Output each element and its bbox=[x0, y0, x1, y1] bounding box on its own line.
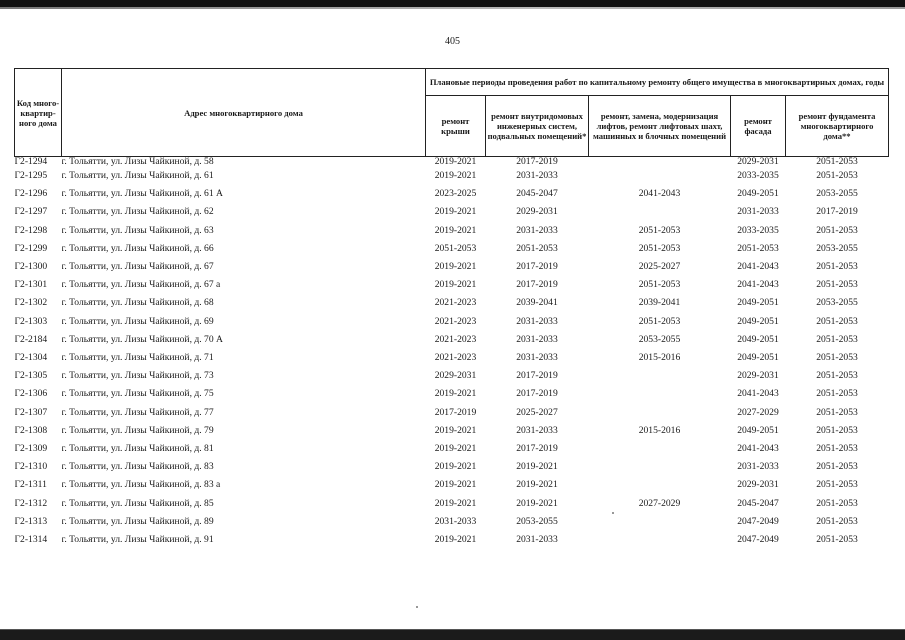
table-row bbox=[15, 294, 889, 312]
cell-address: г. Тольятти, ул. Лизы Чайкиной, д. 67 а bbox=[61, 279, 221, 291]
cell-elevator: 2015-2016 bbox=[638, 424, 681, 436]
cell-foundation: 2051-2053 bbox=[816, 497, 858, 509]
cell-facade: 2049-2051 bbox=[737, 352, 779, 364]
cell-code: Г2-1306 bbox=[14, 388, 48, 400]
cell-foundation: 2051-2053 bbox=[816, 333, 858, 345]
table-row bbox=[15, 531, 889, 549]
cell-facade: 2049-2051 bbox=[737, 424, 779, 436]
cell-systems: 2029-2031 bbox=[516, 206, 558, 218]
cell-elevator: 2051-2053 bbox=[638, 315, 681, 327]
cell-foundation: 2053-2055 bbox=[816, 297, 858, 309]
cell-systems: 2017-2019 bbox=[516, 443, 558, 455]
cell-facade: 2029-2031 bbox=[737, 156, 779, 167]
cell-code: Г2-1311 bbox=[14, 479, 47, 491]
cell-code: Г2-1308 bbox=[14, 424, 48, 436]
cell-facade: 2051-2053 bbox=[737, 242, 779, 254]
cell-code: Г2-1298 bbox=[14, 224, 48, 236]
scan-top-border bbox=[0, 0, 905, 7]
table-row bbox=[15, 404, 889, 422]
cell-address: г. Тольятти, ул. Лизы Чайкиной, д. 66 bbox=[61, 242, 214, 254]
cell-address: г. Тольятти, ул. Лизы Чайкиной, д. 73 bbox=[61, 370, 214, 382]
cell-facade: 2041-2043 bbox=[737, 388, 779, 400]
cell-foundation: 2051-2053 bbox=[816, 479, 858, 491]
cell-elevator: 2051-2053 bbox=[638, 279, 681, 291]
header-elevator: ремонт, замена, модернизация лифтов, ремонт лифтовых шахт, машинных и блочных помещений bbox=[589, 96, 731, 157]
table-row bbox=[15, 349, 889, 367]
table-body bbox=[15, 157, 889, 550]
cell-facade: 2041-2043 bbox=[737, 279, 779, 291]
header-facade: ремонт фасада bbox=[731, 96, 786, 157]
cell-systems: 2031-2033 bbox=[516, 333, 558, 345]
cell-systems: 2045-2047 bbox=[516, 188, 558, 200]
cell-address: г. Тольятти, ул. Лизы Чайкиной, д. 61 bbox=[61, 170, 214, 181]
cell-foundation: 2051-2053 bbox=[816, 406, 858, 418]
cell-roof: 2019-2021 bbox=[434, 261, 477, 273]
cell-facade: 2027-2029 bbox=[737, 406, 779, 418]
cell-roof: 2021-2023 bbox=[434, 333, 477, 345]
cell-code: Г2-1314 bbox=[14, 534, 48, 546]
cell-facade: 2031-2033 bbox=[737, 206, 779, 218]
cell-systems: 2031-2033 bbox=[516, 315, 558, 327]
cell-foundation: 2051-2053 bbox=[816, 170, 858, 181]
cell-elevator: 2015-2016 bbox=[638, 352, 681, 364]
cell-code: Г2-1299 bbox=[14, 242, 48, 254]
cell-systems: 2017-2019 bbox=[516, 370, 558, 382]
cell-address: г. Тольятти, ул. Лизы Чайкиной, д. 71 bbox=[61, 352, 214, 364]
cell-roof: 2019-2021 bbox=[434, 156, 477, 167]
cell-facade: 2045-2047 bbox=[737, 497, 779, 509]
cell-facade: 2041-2043 bbox=[737, 443, 779, 455]
cell-roof: 2019-2021 bbox=[434, 388, 477, 400]
cell-foundation: 2051-2053 bbox=[816, 443, 858, 455]
cell-elevator: 2051-2053 bbox=[638, 242, 681, 254]
cell-code: Г2-1302 bbox=[14, 297, 48, 309]
cell-facade: 2029-2031 bbox=[737, 479, 779, 491]
cell-systems: 2031-2033 bbox=[516, 224, 558, 236]
cell-foundation: 2051-2053 bbox=[816, 388, 858, 400]
cell-roof: 2019-2021 bbox=[434, 461, 477, 473]
cell-address: г. Тольятти, ул. Лизы Чайкиной, д. 62 bbox=[61, 206, 214, 218]
cell-elevator: 2027-2029 bbox=[638, 497, 681, 509]
cell-elevator bbox=[589, 157, 731, 168]
cell-address: г. Тольятти, ул. Лизы Чайкиной, д. 83 bbox=[61, 461, 214, 473]
cell-code: Г2-1295 bbox=[14, 170, 48, 181]
cell-foundation: 2053-2055 bbox=[816, 242, 858, 254]
cell-address: г. Тольятти, ул. Лизы Чайкиной, д. 83 а bbox=[61, 479, 221, 491]
cell-foundation: 2051-2053 bbox=[816, 534, 858, 546]
cell-facade: 2049-2051 bbox=[737, 315, 779, 327]
cell-code: Г2-1307 bbox=[14, 406, 48, 418]
cell-roof: 2021-2023 bbox=[434, 352, 477, 364]
header-foundation: ремонт фундамента многоквартирного дома** bbox=[786, 96, 889, 157]
cell-roof: 2019-2021 bbox=[434, 206, 477, 218]
table-row bbox=[15, 222, 889, 240]
cell-roof: 2031-2033 bbox=[434, 515, 477, 527]
cell-code: Г2-1305 bbox=[14, 370, 48, 382]
scan-bottom-border bbox=[0, 630, 905, 640]
table-row bbox=[15, 422, 889, 440]
table-row bbox=[15, 513, 889, 531]
cell-roof: 2019-2021 bbox=[434, 224, 477, 236]
cell-address: г. Тольятти, ул. Лизы Чайкиной, д. 67 bbox=[61, 261, 214, 273]
cell-address: г. Тольятти, ул. Лизы Чайкиной, д. 63 bbox=[61, 224, 214, 236]
cell-address: г. Тольятти, ул. Лизы Чайкиной, д. 68 bbox=[61, 297, 214, 309]
cell-elevator: 2051-2053 bbox=[638, 224, 681, 236]
cell-code: Г2-1309 bbox=[14, 443, 48, 455]
cell-roof: 2019-2021 bbox=[434, 424, 477, 436]
scan-speck bbox=[416, 606, 418, 608]
cell-foundation: 2051-2053 bbox=[816, 224, 858, 236]
cell-elevator bbox=[589, 203, 731, 221]
header-address: Адрес многоквартирного дома bbox=[62, 69, 426, 157]
cell-elevator bbox=[589, 404, 731, 422]
cell-facade: 2033-2035 bbox=[737, 170, 779, 181]
cell-facade: 2041-2043 bbox=[737, 261, 779, 273]
cell-code: Г2-1303 bbox=[14, 315, 48, 327]
cell-roof: 2019-2021 bbox=[434, 479, 477, 491]
cell-roof: 2019-2021 bbox=[434, 170, 477, 181]
cell-roof: 2021-2023 bbox=[434, 297, 477, 309]
cell-address: г. Тольятти, ул. Лизы Чайкиной, д. 91 bbox=[61, 534, 214, 546]
cell-elevator bbox=[589, 531, 731, 549]
cell-systems: 2039-2041 bbox=[516, 297, 558, 309]
cell-elevator: 2025-2027 bbox=[638, 261, 681, 273]
cell-foundation: 2051-2053 bbox=[816, 461, 858, 473]
table-row bbox=[15, 440, 889, 458]
cell-code: Г2-1301 bbox=[14, 279, 48, 291]
table-row bbox=[15, 458, 889, 476]
table-row bbox=[15, 258, 889, 276]
cell-roof: 2019-2021 bbox=[434, 279, 477, 291]
cell-address: г. Тольятти, ул. Лизы Чайкиной, д. 79 bbox=[61, 424, 214, 436]
cell-systems: 2017-2019 bbox=[516, 279, 558, 291]
scan-speck bbox=[612, 512, 614, 514]
table-row bbox=[15, 185, 889, 203]
cell-facade: 2049-2051 bbox=[737, 297, 779, 309]
header-periods-group: Плановые периоды проведения работ по капитальному ремонту общего имущества в многоквартирных домах, годы bbox=[426, 69, 889, 96]
table-row bbox=[15, 240, 889, 258]
cell-systems: 2017-2019 bbox=[516, 388, 558, 400]
cell-systems: 2031-2033 bbox=[516, 352, 558, 364]
cell-code: Г2-1297 bbox=[14, 206, 48, 218]
cell-foundation: 2051-2053 bbox=[816, 156, 858, 167]
page-number: 405 bbox=[445, 36, 460, 47]
table-row bbox=[15, 331, 889, 349]
cell-code: Г2-1313 bbox=[14, 515, 48, 527]
table-row bbox=[15, 385, 889, 403]
cell-address: г. Тольятти, ул. Лизы Чайкиной, д. 58 bbox=[61, 156, 214, 167]
cell-elevator bbox=[589, 513, 731, 531]
table-row bbox=[15, 276, 889, 294]
cell-code: Г2-1296 bbox=[14, 188, 48, 200]
cell-foundation: 2051-2053 bbox=[816, 279, 858, 291]
cell-elevator bbox=[589, 385, 731, 403]
table-row bbox=[15, 495, 889, 513]
cell-address: г. Тольятти, ул. Лизы Чайкиной, д. 81 bbox=[61, 443, 214, 455]
cell-systems: 2031-2033 bbox=[516, 424, 558, 436]
cell-foundation: 2051-2053 bbox=[816, 515, 858, 527]
cell-facade: 2047-2049 bbox=[737, 534, 779, 546]
cell-systems: 2019-2021 bbox=[516, 479, 558, 491]
cell-roof: 2021-2023 bbox=[434, 315, 477, 327]
header-code: Код много-квартир-ного дома bbox=[15, 69, 62, 157]
table-row bbox=[15, 476, 889, 494]
cell-facade: 2047-2049 bbox=[737, 515, 779, 527]
cell-address: г. Тольятти, ул. Лизы Чайкиной, д. 89 bbox=[61, 515, 214, 527]
cell-systems: 2031-2033 bbox=[516, 534, 558, 546]
cell-facade: 2033-2035 bbox=[737, 224, 779, 236]
cell-systems: 2053-2055 bbox=[516, 515, 558, 527]
cell-foundation: 2051-2053 bbox=[816, 261, 858, 273]
cell-code: Г2-1310 bbox=[14, 461, 48, 473]
cell-elevator bbox=[589, 458, 731, 476]
cell-address: г. Тольятти, ул. Лизы Чайкиной, д. 61 А bbox=[61, 188, 223, 200]
cell-elevator bbox=[589, 167, 731, 185]
cell-elevator bbox=[589, 440, 731, 458]
cell-address: г. Тольятти, ул. Лизы Чайкиной, д. 69 bbox=[61, 315, 214, 327]
cell-elevator bbox=[589, 476, 731, 494]
header-systems: ремонт внутридомовых инженерных систем, подвальных помещений* bbox=[486, 96, 589, 157]
cell-address: г. Тольятти, ул. Лизы Чайкиной, д. 85 bbox=[61, 497, 214, 509]
cell-address: г. Тольятти, ул. Лизы Чайкиной, д. 75 bbox=[61, 388, 214, 400]
cell-elevator: 2041-2043 bbox=[638, 188, 681, 200]
cell-foundation: 2051-2053 bbox=[816, 315, 858, 327]
cell-foundation: 2053-2055 bbox=[816, 188, 858, 200]
table-row bbox=[15, 367, 889, 385]
cell-facade: 2049-2051 bbox=[737, 333, 779, 345]
cell-foundation: 2051-2053 bbox=[816, 424, 858, 436]
table-row bbox=[15, 203, 889, 221]
table-row bbox=[15, 167, 889, 185]
cell-facade: 2049-2051 bbox=[737, 188, 779, 200]
scan-top-shadow bbox=[0, 7, 905, 9]
cell-address: г. Тольятти, ул. Лизы Чайкиной, д. 77 bbox=[61, 406, 214, 418]
cell-systems: 2019-2021 bbox=[516, 497, 558, 509]
cell-systems: 2051-2053 bbox=[516, 242, 558, 254]
cell-address: г. Тольятти, ул. Лизы Чайкиной, д. 70 А bbox=[61, 333, 223, 345]
cell-foundation: 2017-2019 bbox=[816, 206, 858, 218]
repair-schedule-table bbox=[14, 68, 889, 549]
cell-roof: 2019-2021 bbox=[434, 534, 477, 546]
table-row bbox=[15, 313, 889, 331]
cell-roof: 2019-2021 bbox=[434, 497, 477, 509]
cell-code: Г2-1304 bbox=[14, 352, 48, 364]
cell-systems: 2031-2033 bbox=[516, 170, 558, 181]
cell-elevator: 2039-2041 bbox=[638, 297, 681, 309]
cell-roof: 2029-2031 bbox=[434, 370, 477, 382]
header-roof: ремонт крыши bbox=[426, 96, 486, 157]
table-header bbox=[15, 69, 889, 157]
cell-facade: 2029-2031 bbox=[737, 370, 779, 382]
cell-code: Г2-1312 bbox=[14, 497, 48, 509]
cell-systems: 2025-2027 bbox=[516, 406, 558, 418]
cell-roof: 2023-2025 bbox=[434, 188, 477, 200]
cell-elevator bbox=[589, 367, 731, 385]
cell-systems: 2017-2019 bbox=[516, 156, 558, 167]
cell-facade: 2031-2033 bbox=[737, 461, 779, 473]
cell-systems: 2019-2021 bbox=[516, 461, 558, 473]
table-row bbox=[15, 157, 889, 168]
cell-foundation: 2051-2053 bbox=[816, 370, 858, 382]
cell-foundation: 2051-2053 bbox=[816, 352, 858, 364]
cell-roof: 2019-2021 bbox=[434, 443, 477, 455]
cell-systems: 2017-2019 bbox=[516, 261, 558, 273]
cell-elevator: 2053-2055 bbox=[638, 333, 681, 345]
cell-roof: 2017-2019 bbox=[434, 406, 477, 418]
cell-roof: 2051-2053 bbox=[434, 242, 477, 254]
cell-code: Г2-1300 bbox=[14, 261, 48, 273]
cell-code: Г2-1294 bbox=[14, 156, 48, 167]
cell-code: Г2-2184 bbox=[14, 333, 48, 345]
